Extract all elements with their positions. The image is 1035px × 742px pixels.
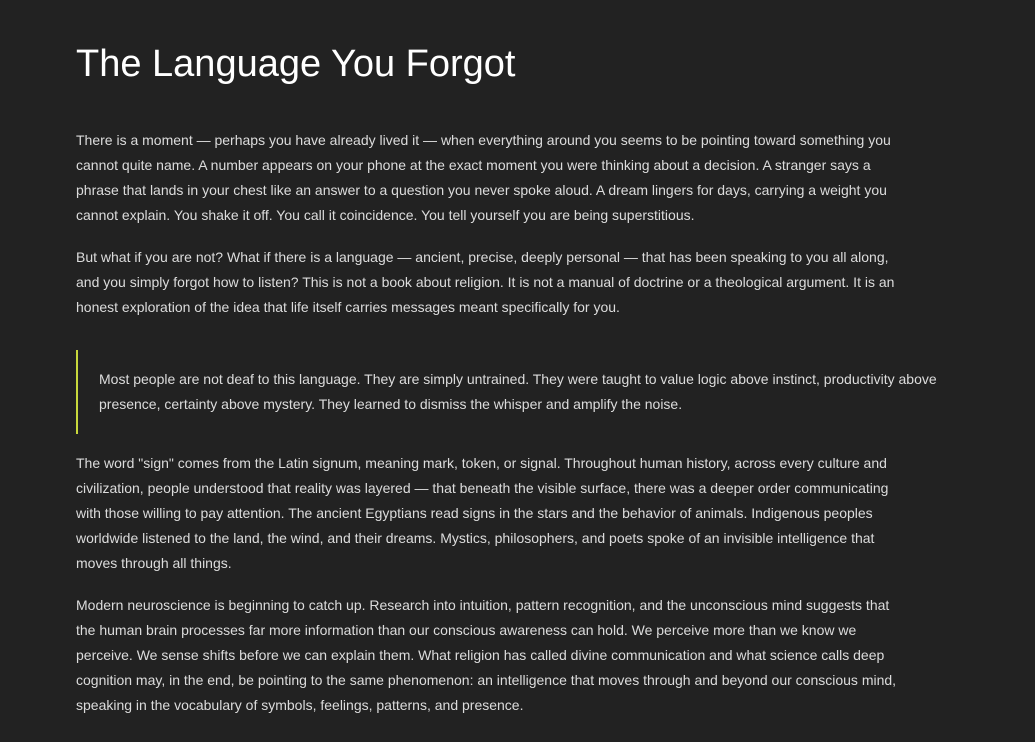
paragraph-intro: There is a moment — perhaps you have already lived it — when everything around you seems to be pointing toward something you cannot quite name. A number appears on your phone at the exact moment you were thinking about a decision. A stranger says a phrase that lands in your chest like an answer to a question you never spoke aloud. A dream lingers for days, carrying a weight you cannot explain. You shake it off. You call it coincidence. You tell yourself you are being superstitious.	[76, 132, 891, 223]
paragraph-neuroscience: Modern neuroscience is beginning to catch up. Research into intuition, pattern recognition, and the unconscious mind suggests that the human brain processes far more information than our conscious awareness can hold. We perceive more than we know we perceive. We sense shifts before we can explain them. What religion has called divine communication and what science calls deep cognition may, in the end, be pointing to the same phenomenon: an intelligence that moves through and beyond our conscious mind, speaking in the vocabulary of symbols, feelings, patterns, and presence.	[76, 597, 897, 713]
paragraph-sign-origin: The word "sign" comes from the Latin signum, meaning mark, token, or signal. Throughout human history, across every culture and civilization, people understood that reality was layered — that beneath the visible surface, there was a deeper order communicating with those willing to pay attention. The ancient Egyptians read signs in the stars and the behavior of animals. Indigenous peoples worldwide listened to the land, the wind, and their dreams. Mystics, philosophers, and poets spoke of an invisible intelligence that moves through all things.	[76, 455, 889, 571]
blockquote	[76, 350, 939, 434]
page-title: The Language You Forgot	[76, 43, 516, 85]
paragraph-question: But what if you are not? What if there is a language — ancient, precise, deeply personal — that has been speaking to you all along, and you simply forgot how to listen? This is not a book about religion. It is not a manual of doctrine or a theological argument. It is an honest exploration of the idea that life itself carries messages meant specifically for you.	[76, 249, 895, 315]
blockquote-text: Most people are not deaf to this language. They are simply untrained. They were taught to value logic above instinct, productivity above presence, certainty above mystery. They learned to dismiss the whisper and amplify the noise.	[99, 371, 937, 412]
